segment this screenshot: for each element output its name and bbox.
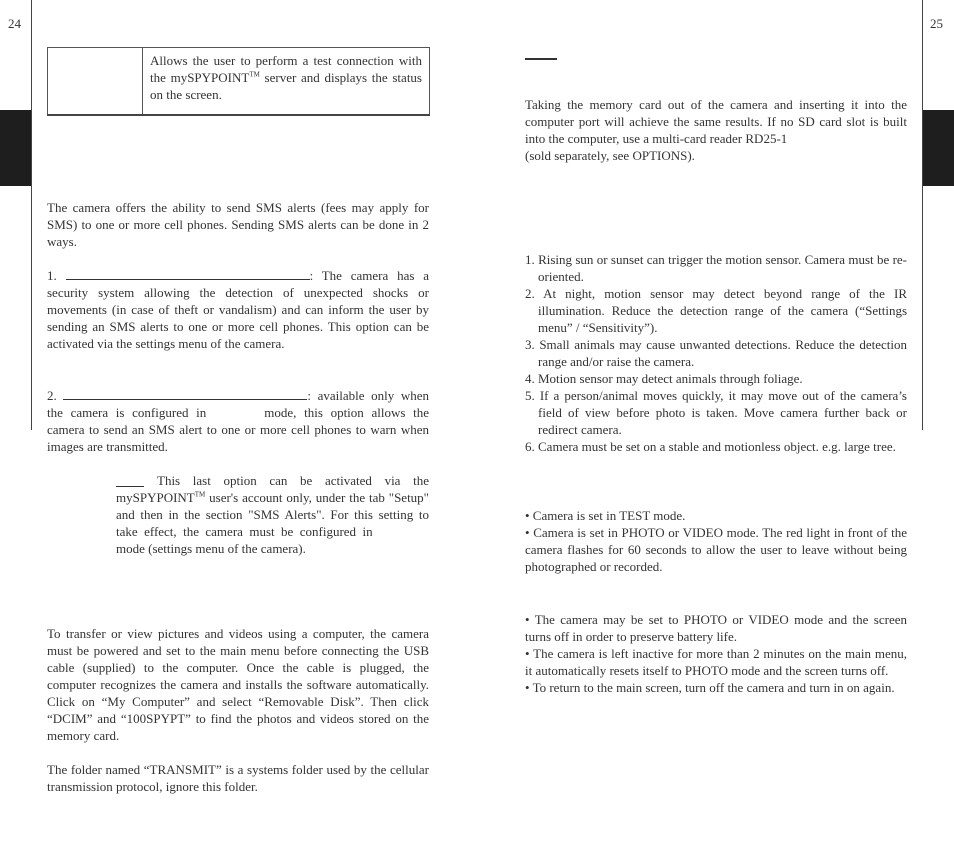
trademark: TM — [249, 70, 260, 79]
option-2-number: 2. — [47, 388, 57, 403]
list-item: 6. Camera must be set on a stable and motionless object. e.g. large tree. — [525, 439, 896, 454]
list-item: 2. At night, motion sensor may detect beyond range of the IR illumination. Reduce the detection range of the camera (“Settings menu” / “Sensitivity”). — [525, 286, 907, 335]
list-item: 3. Small animals may cause unwanted detections. Reduce the detection range and/or raise the camera. — [525, 337, 907, 369]
left-thumb-tab — [0, 110, 31, 186]
option-1-underline — [66, 269, 310, 280]
screen-bullet-2: • The camera is left inactive for more than 2 minutes on the main menu, it automatically resets itself to PHOTO mode and the screen turns off. — [525, 646, 907, 678]
screen-bullet-3: • To return to the main screen, turn off the camera and turn in on again. — [525, 680, 895, 695]
note-block — [116, 472, 429, 557]
note-text-a: This last option can be activated via the mySPYPOINT — [116, 473, 429, 505]
right-margin-line — [922, 0, 923, 430]
sms-intro: The camera offers the ability to send SMS alerts (fees may apply for SMS) to one or more cell phones. Sending SMS alerts can be done in 2 ways. — [47, 200, 429, 249]
light-bullet-1: • Camera is set in TEST mode. — [525, 508, 686, 523]
left-margin-line — [31, 0, 32, 430]
table-empty-cell — [48, 48, 143, 114]
page-number-right: 25 — [930, 16, 943, 31]
troubleshoot-list — [525, 251, 907, 455]
right-thumb-tab — [923, 110, 954, 186]
page-number-left: 24 — [8, 16, 21, 31]
sms-option-1 — [47, 267, 429, 352]
screen-bullet-1: • The camera may be set to PHOTO or VIDEO mode and the screen turns off in order to preserve battery life. — [525, 612, 907, 644]
option-2-text-a: : available only when the camera is configured in — [47, 388, 429, 420]
table-text: Allows the user to perform a test connection with the mySPYPOINT — [150, 53, 422, 85]
sms-option-2 — [47, 387, 429, 455]
note-text-c: mode (settings menu of the camera). — [116, 541, 306, 556]
section-marker-line — [525, 58, 557, 60]
memory-card-text: Taking the memory card out of the camera and inserting it into the computer port will achieve the same results. If no SD card slot is built into the computer, use a multi-card reader RD25-1 — [525, 97, 907, 146]
transfer-paragraph: To transfer or view pictures and videos using a computer, the camera must be powered and set to the main menu before connecting the USB cable (supplied) to the computer. Once the cable is plugged, the computer recognizes the camera and installs the software automatically. Click on “My Computer” and select “Removable Disk”. Then click “DCIM” and “100SPYPT” to find the photos and videos stored on the memory card. — [47, 626, 429, 743]
option-2-underline — [63, 389, 307, 400]
memory-card-options: (sold separately, see OPTIONS). — [525, 148, 695, 163]
option-2-text-b: mode, this option allows the camera to send an SMS alert to one or more cell phones to warn when images are transmitted. — [47, 405, 429, 454]
table-description-cell — [143, 48, 429, 114]
screen-off-paragraph — [525, 611, 907, 696]
settings-table — [47, 47, 430, 116]
red-light-paragraph — [525, 507, 907, 575]
memory-card-paragraph — [525, 96, 907, 164]
option-1-text: : The camera has a security system allowing the detection of unexpected shocks or movements (in case of theft or vandalism) and can inform the user by sending an SMS alerts to one or more cell phones. This option can be activated via the settings menu of the camera. — [47, 268, 429, 351]
list-item: 5. If a person/animal moves quickly, it may move out of the camera’s field of view before photo is taken. Move camera further back or redirect camera. — [525, 388, 907, 437]
table-text-end: server and displays the status on the screen. — [150, 70, 422, 102]
list-item: 1. Rising sun or sunset can trigger the motion sensor. Camera must be re-oriented. — [525, 252, 907, 284]
light-bullet-2: • Camera is set in PHOTO or VIDEO mode. The red light in front of the camera flashes for 60 seconds to allow the user to leave without being photographed or recorded. — [525, 525, 907, 574]
note-trademark: TM — [194, 490, 206, 499]
list-item: 4. Motion sensor may detect animals through foliage. — [525, 371, 803, 386]
note-text-b: user's account only, under the tab "Setup" and then in the section "SMS Alerts". For this setting to take effect, the camera must be configured in — [116, 490, 429, 539]
transmit-paragraph: The folder named “TRANSMIT” is a systems folder used by the cellular transmission protocol, ignore this folder. — [47, 762, 429, 794]
option-1-number: 1. — [47, 268, 57, 283]
